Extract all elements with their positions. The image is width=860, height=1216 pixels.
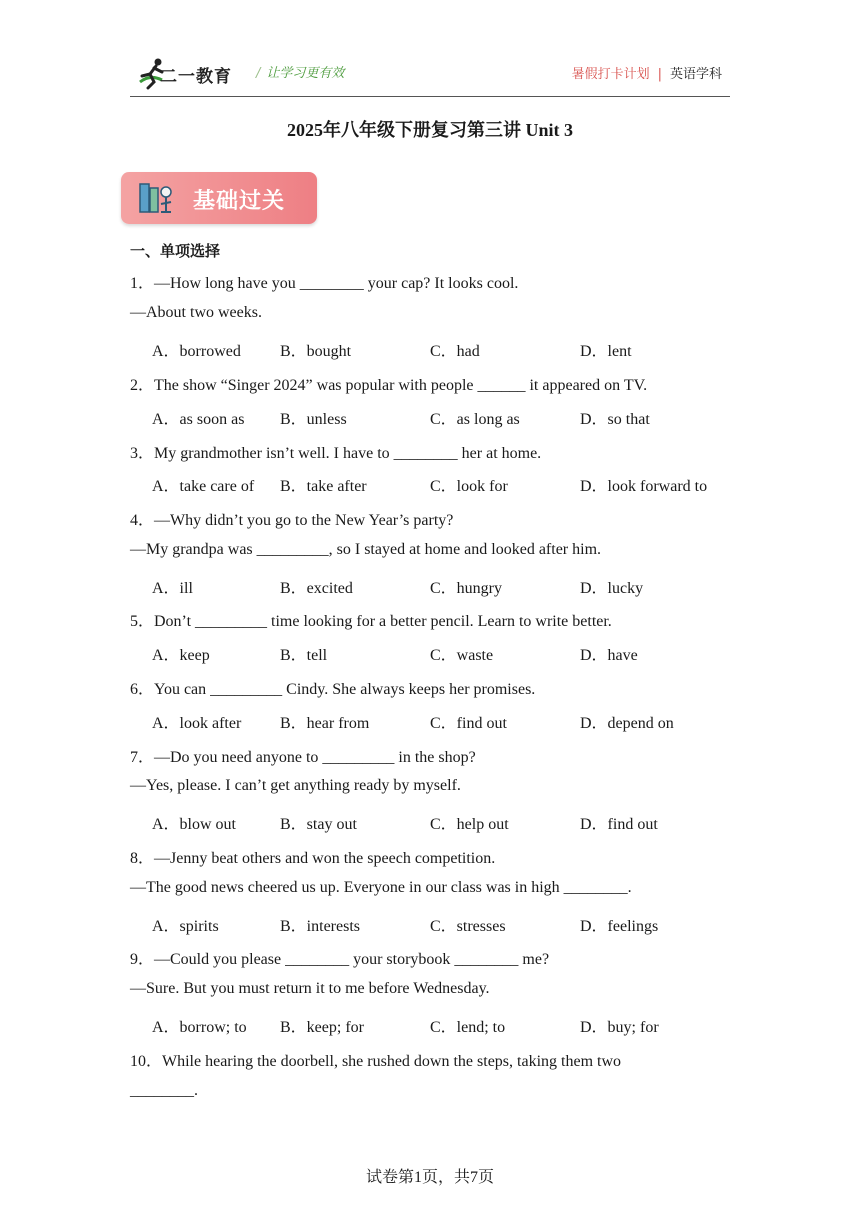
option-a: A．borrowed	[152, 343, 241, 360]
option-b: B．tell	[280, 647, 328, 664]
options-row	[152, 710, 752, 732]
question-line: 5．Don’t _________ time looking for a better pencil. Learn to write better.	[130, 613, 612, 630]
question-line: 1．—How long have you ________ your cap? It looks cool.	[130, 275, 519, 292]
question-line: 7．—Do you need anyone to _________ in the shop?	[130, 749, 476, 766]
option-a: A．borrow; to	[152, 1019, 247, 1036]
plan-label: 暑假打卡计划	[571, 67, 650, 82]
question-line: 2．The show “Singer 2024” was popular with people ______ it appeared on TV.	[130, 377, 648, 394]
question-line: —About two weeks.	[130, 304, 262, 321]
option-b: B．excited	[280, 580, 353, 597]
page-header	[130, 56, 730, 96]
option-b: B．interests	[280, 918, 360, 935]
option-d: D．feelings	[580, 918, 659, 935]
option-b: B．bought	[280, 343, 352, 360]
option-a: A．as soon as	[152, 411, 245, 428]
option-c: C．find out	[430, 715, 507, 732]
option-d: D．buy; for	[580, 1019, 659, 1036]
option-b: B．hear from	[280, 715, 370, 732]
options-row	[152, 406, 752, 428]
option-d: D．lent	[580, 343, 632, 360]
section-title: 一、单项选择	[130, 242, 221, 260]
option-c: C．waste	[430, 647, 494, 664]
options-row	[152, 642, 752, 664]
option-c: C．lend; to	[430, 1019, 506, 1036]
option-a: A．keep	[152, 647, 210, 664]
question-line: —My grandpa was _________, so I stayed at home and looked after him.	[130, 541, 602, 558]
options-row	[152, 811, 752, 833]
question-line: ________.	[130, 1082, 198, 1099]
books-icon	[137, 180, 177, 216]
question-line: —The good news cheered us up. Everyone in our class was in high ________.	[130, 879, 632, 896]
header-rule	[130, 96, 730, 97]
slogan: / 让学习更有效	[256, 66, 345, 81]
option-c: C．help out	[430, 816, 509, 833]
option-b: B．keep; for	[280, 1019, 364, 1036]
option-b: B．take after	[280, 478, 367, 495]
question-line: 8．—Jenny beat others and won the speech competition.	[130, 850, 496, 867]
question-line: 4．—Why didn’t you go to the New Year’s party?	[130, 512, 454, 529]
option-d: D．so that	[580, 411, 650, 428]
options-row	[152, 575, 752, 597]
question-line: —Sure. But you must return it to me before Wednesday.	[130, 980, 490, 997]
options-row	[152, 1014, 752, 1036]
option-c: C．look for	[430, 478, 508, 495]
page-footer: 试卷第1页，共7页	[365, 1169, 494, 1186]
header-separator: |	[657, 67, 662, 82]
option-d: D．depend on	[580, 715, 674, 732]
option-a: A．spirits	[152, 918, 219, 935]
option-c: C．stresses	[430, 918, 506, 935]
option-c: C．hungry	[430, 580, 503, 597]
section-banner	[121, 172, 317, 224]
options-row	[152, 913, 752, 935]
banner-label: 基础过关	[193, 189, 286, 214]
option-d: D．find out	[580, 816, 658, 833]
header-right	[572, 63, 722, 82]
option-b: B．unless	[280, 411, 347, 428]
option-d: D．lucky	[580, 580, 644, 597]
option-a: A．take care of	[152, 478, 255, 495]
option-d: D．look forward to	[580, 478, 708, 495]
option-d: D．have	[580, 647, 638, 664]
question-line: 3．My grandmother isn’t well. I have to ________ her at home.	[130, 445, 542, 462]
page-title: 2025年八年级下册复习第三讲 Unit 3	[286, 120, 573, 140]
option-b: B．stay out	[280, 816, 357, 833]
question-line: —Yes, please. I can’t get anything ready by myself.	[130, 777, 461, 794]
question-line: 6．You can _________ Cindy. She always keeps her promises.	[130, 681, 536, 698]
slogan-text: 让学习更有效	[266, 66, 345, 81]
option-c: C．had	[430, 343, 480, 360]
subject-label: 英语学科	[669, 67, 722, 82]
option-a: A．look after	[152, 715, 242, 732]
question-line: 9．—Could you please ________ your storybook ________ me?	[130, 951, 550, 968]
option-a: A．ill	[152, 580, 193, 597]
option-c: C．as long as	[430, 411, 520, 428]
logo-text: 二一教育	[160, 67, 232, 87]
options-row	[152, 473, 752, 495]
options-row	[152, 338, 752, 360]
question-line: 10．While hearing the doorbell, she rushed down the steps, taking them two	[130, 1053, 622, 1070]
option-a: A．blow out	[152, 816, 237, 833]
